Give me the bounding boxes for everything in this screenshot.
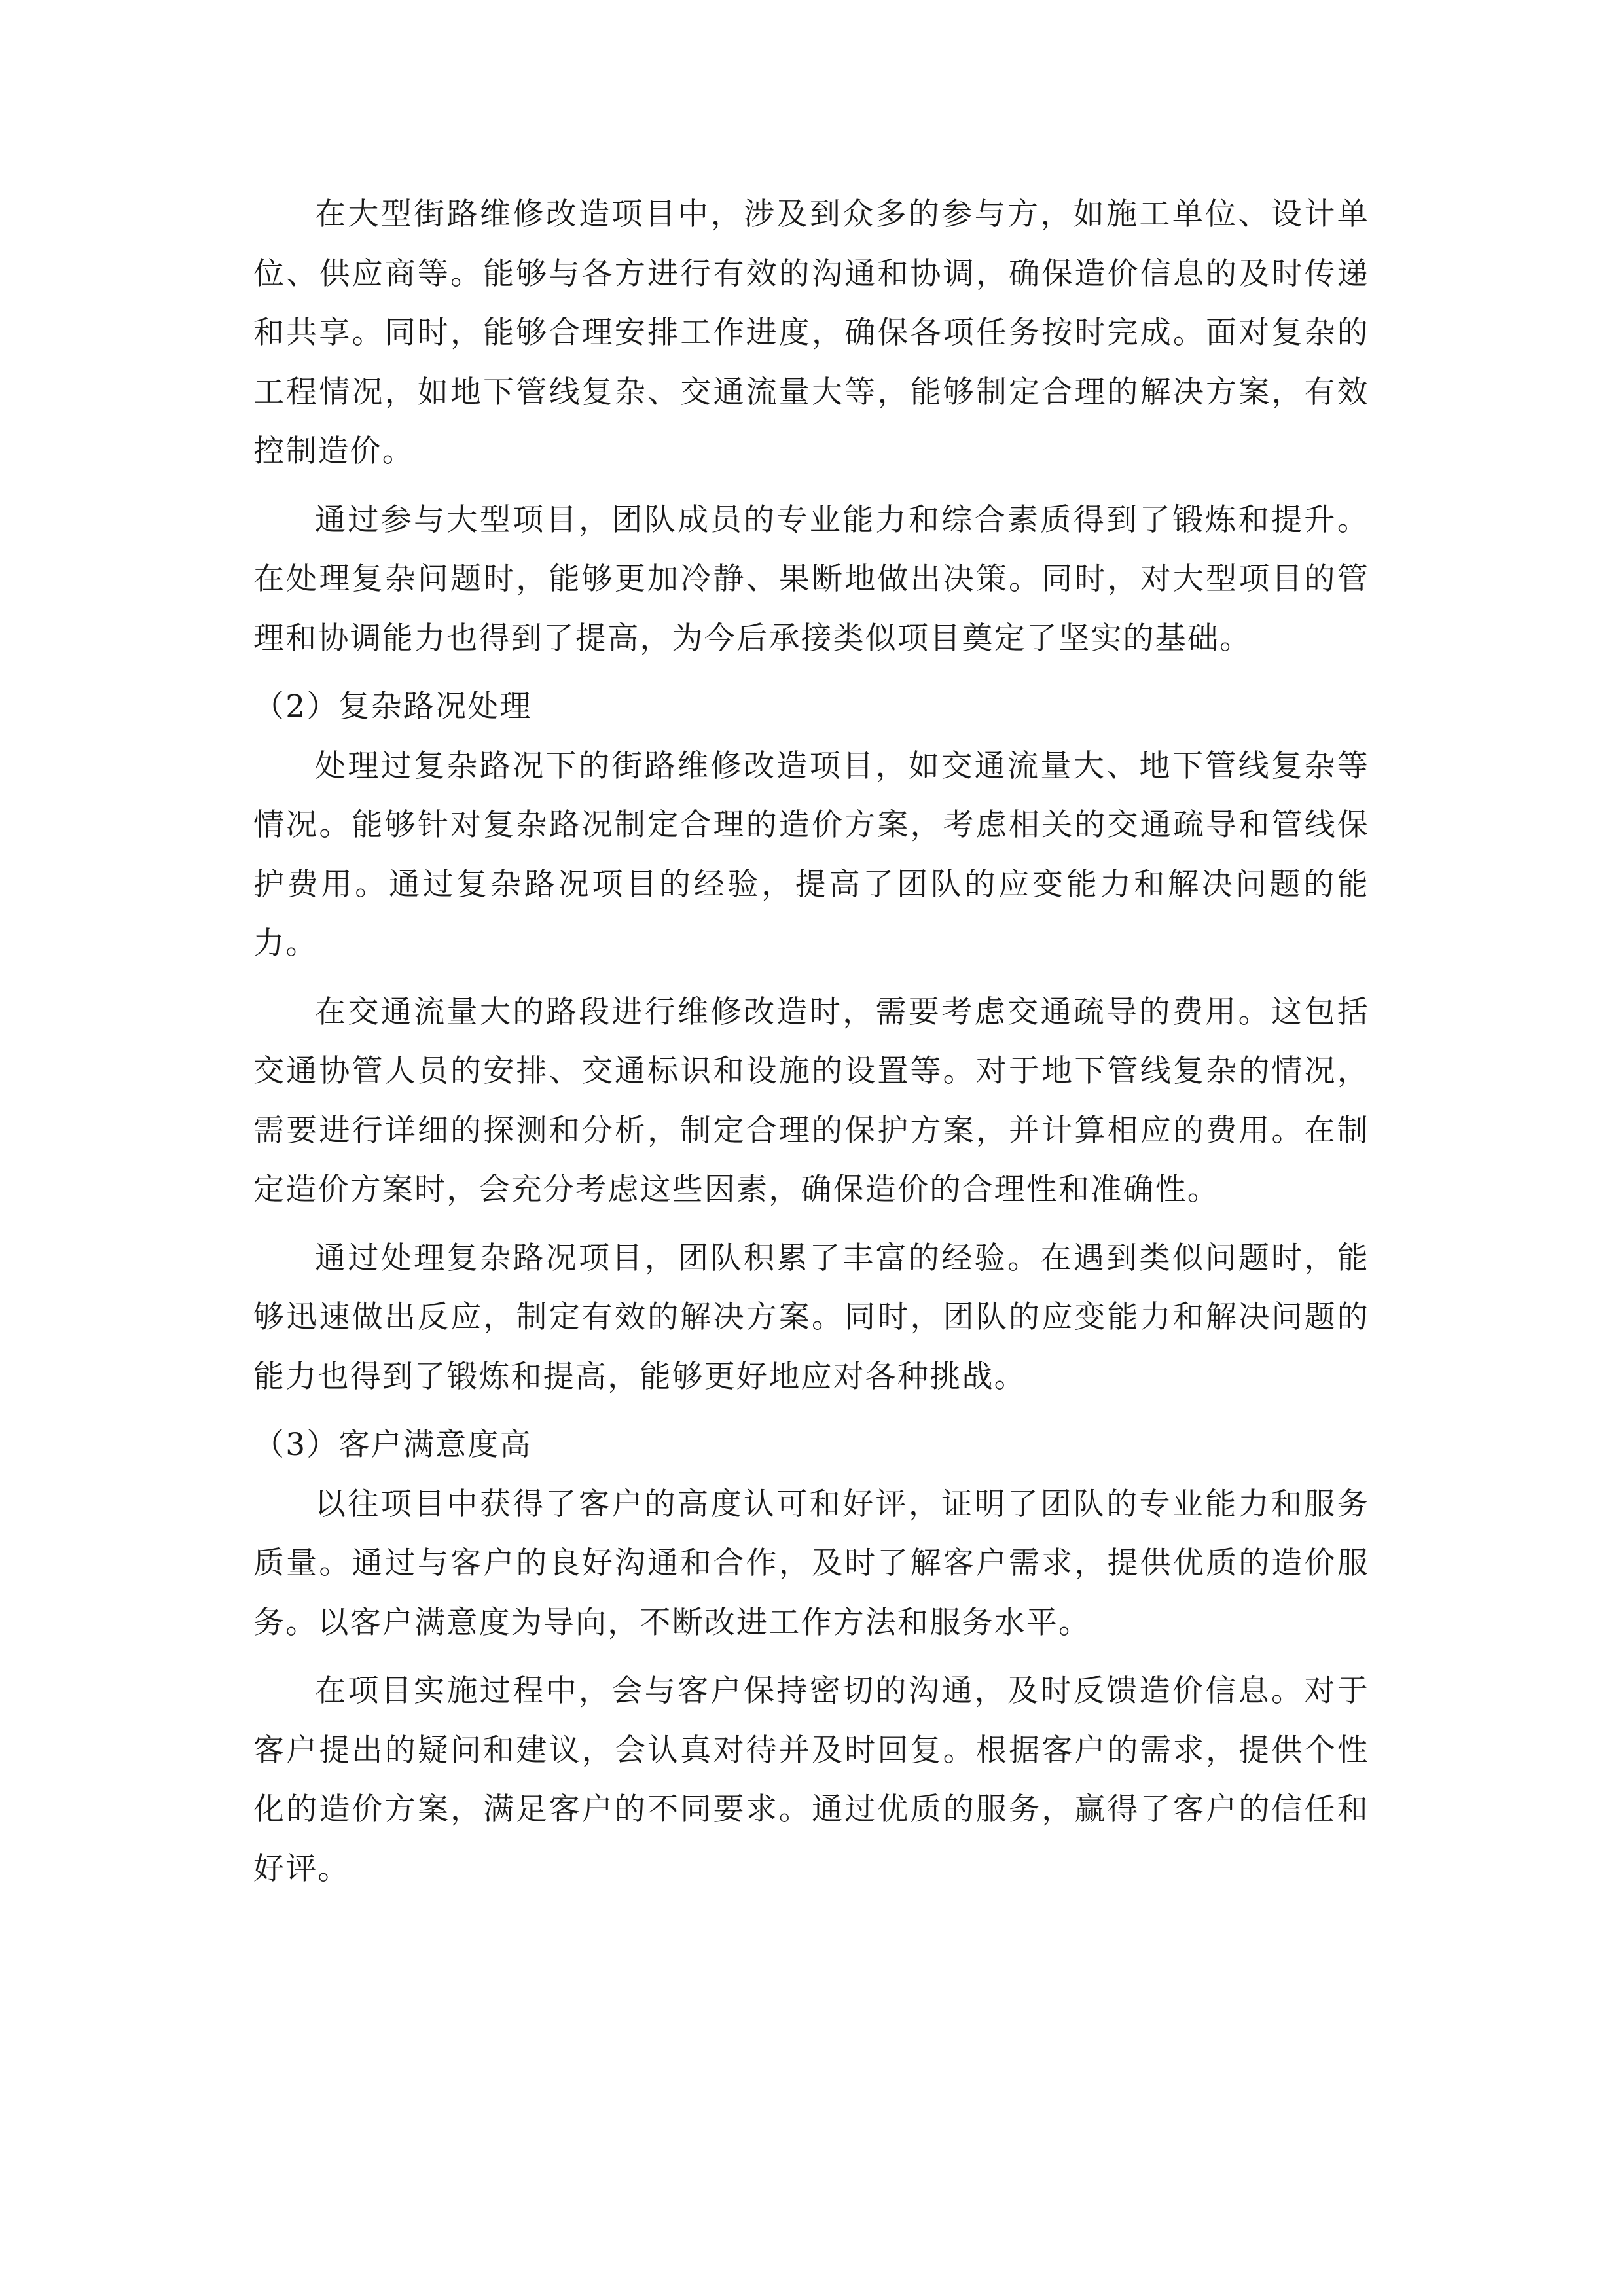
paragraph: 在项目实施过程中，会与客户保持密切的沟通，及时反馈造价信息。对于客户提出的疑问和建议，会认真对待并及时回复。根据客户的需求，提供个性化的造价方案，满足客户的不同要求。通过优质的服务，赢得了客户的信任和好评。 <box>253 1673 1369 1887</box>
paragraph: 在大型街路维修改造项目中，涉及到众多的参与方，如施工单位、设计单位、供应商等。能够与各方进行有效的沟通和协调，确保造价信息的及时传递和共享。同时，能够合理安排工作进度，确保各项任务按时完成。面对复杂的工程情况，如地下管线复杂、交通流量大等，能够制定合理的解决方案，有效控制造价。 <box>253 196 1369 469</box>
section-heading-3: （3）客户满意度高 <box>253 1427 532 1463</box>
paragraph: 通过参与大型项目，团队成员的专业能力和综合素质得到了锻炼和提升。在处理复杂问题时，能够更加冷静、果断地做出决策。同时，对大型项目的管理和协调能力也得到了提高，为今后承接类似项目奠定了坚实的基础。 <box>253 501 1369 656</box>
paragraph: 通过处理复杂路况项目，团队积累了丰富的经验。在遇到类似问题时，能够迅速做出反应，制定有效的解决方案。同时，团队的应变能力和解决问题的能力也得到了锻炼和提高，能够更好地应对各种挑战。 <box>253 1240 1369 1395</box>
section-heading-2: （2）复杂路况处理 <box>253 689 532 725</box>
paragraph: 在交通流量大的路段进行维修改造时，需要考虑交通疏导的费用。这包括交通协管人员的安排、交通标识和设施的设置等。对于地下管线复杂的情况，需要进行详细的探测和分析，制定合理的保护方案，并计算相应的费用。在制定造价方案时，会充分考虑这些因素，确保造价的合理性和准确性。 <box>253 994 1369 1208</box>
paragraph: 以往项目中获得了客户的高度认可和好评，证明了团队的专业能力和服务质量。通过与客户的良好沟通和合作，及时了解客户需求，提供优质的造价服务。以客户满意度为导向，不断改进工作方法和服务水平。 <box>253 1486 1369 1641</box>
paragraph: 处理过复杂路况下的街路维修改造项目，如交通流量大、地下管线复杂等情况。能够针对复杂路况制定合理的造价方案，考虑相关的交通疏导和管线保护费用。通过复杂路况项目的经验，提高了团队的应变能力和解决问题的能力。 <box>253 747 1369 961</box>
document-body <box>253 185 1369 1908</box>
